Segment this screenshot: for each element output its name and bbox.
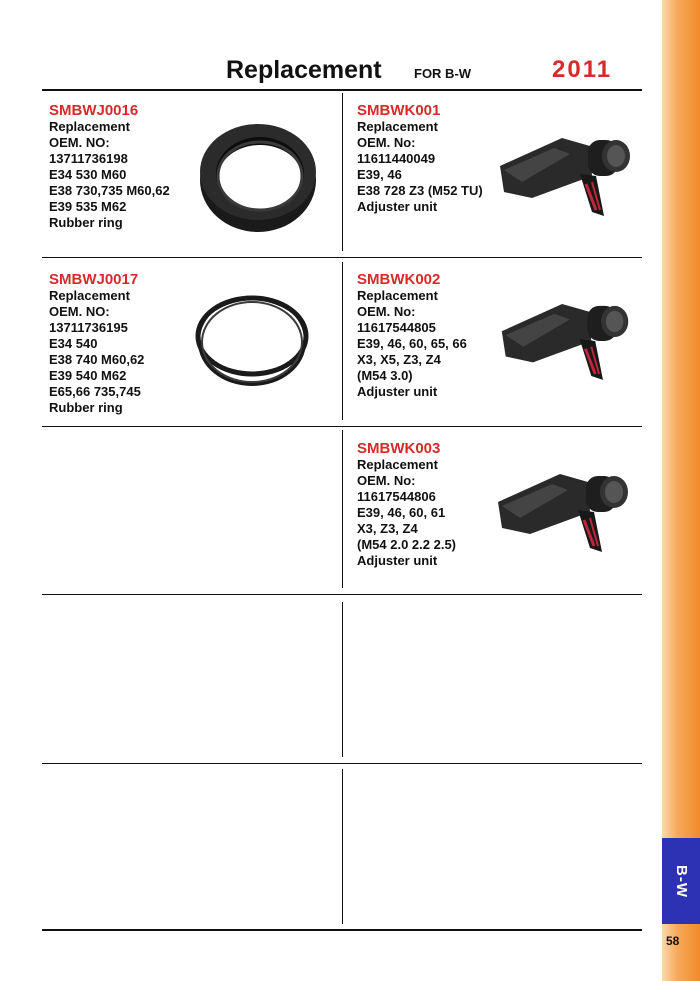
product-line: OEM. NO:	[49, 135, 110, 150]
page-number: 58	[666, 934, 680, 948]
product-code: SMBWK003	[357, 440, 441, 457]
product-line: Adjuster unit	[357, 384, 438, 399]
product-line: Replacement	[357, 457, 438, 472]
rubber-ring-thick-icon	[193, 116, 323, 236]
product-line: X3, Z3, Z4	[357, 521, 418, 536]
product-line: Replacement	[49, 119, 130, 134]
product-line: Rubber ring	[49, 215, 123, 230]
side-orange-strip	[662, 0, 700, 981]
product-line: E34 530 M60	[49, 167, 127, 182]
side-tab-bw	[662, 838, 700, 924]
adjuster-unit-icon	[492, 126, 640, 222]
product-line: E39, 46, 60, 65, 66	[357, 336, 467, 351]
product-line: E39 535 M62	[49, 199, 127, 214]
product-line: (M54 2.0 2.2 2.5)	[357, 537, 456, 552]
page-subtitle: FOR B-W	[414, 66, 472, 81]
column-divider	[342, 430, 343, 588]
product-line: 11617544806	[357, 489, 436, 504]
row-divider	[42, 426, 642, 427]
column-divider	[342, 93, 343, 251]
product-line: E39, 46, 60, 61	[357, 505, 446, 520]
product-line: Replacement	[49, 288, 130, 303]
product-line: E38 728 Z3 (M52 TU)	[357, 183, 483, 198]
product-line: OEM. No:	[357, 135, 416, 150]
column-divider	[342, 602, 343, 757]
product-line: (M54 3.0)	[357, 368, 413, 383]
product-line: Replacement	[357, 288, 438, 303]
product-line: Rubber ring	[49, 400, 123, 415]
product-line: X3, X5, Z3, Z4	[357, 352, 441, 367]
column-divider	[342, 262, 343, 420]
product-card-smbwj0017	[49, 271, 144, 416]
product-line: E34 540	[49, 336, 98, 351]
side-tab-label: B-W	[672, 864, 690, 898]
product-card-smbwk003	[357, 440, 456, 569]
product-line: 11611440049	[357, 151, 436, 166]
page-title: Replacement	[226, 56, 382, 84]
product-line: Adjuster unit	[357, 553, 438, 568]
product-code: SMBWK002	[357, 271, 441, 288]
page-header	[42, 52, 642, 88]
product-line: E39, 46	[357, 167, 402, 182]
product-line: Adjuster unit	[357, 199, 438, 214]
row-divider	[42, 257, 642, 258]
product-line: OEM. NO:	[49, 304, 110, 319]
footer-rule	[42, 929, 642, 931]
product-line: E38 730,735 M60,62	[49, 183, 170, 198]
product-line: E65,66 735,745	[49, 384, 141, 399]
product-line: 13711736198	[49, 151, 128, 166]
product-code: SMBWJ0017	[49, 271, 139, 288]
product-code: SMBWK001	[357, 102, 441, 119]
product-line: OEM. No:	[357, 473, 416, 488]
product-code: SMBWJ0016	[49, 102, 139, 119]
row-divider	[42, 763, 642, 764]
rubber-ring-thin-icon	[193, 290, 311, 390]
product-line: Replacement	[357, 119, 438, 134]
product-line: 13711736195	[49, 320, 128, 335]
header-rule	[42, 89, 642, 91]
product-line: OEM. No:	[357, 304, 416, 319]
product-line: E38 740 M60,62	[49, 352, 145, 367]
page-year: 2011	[552, 56, 613, 83]
adjuster-unit-icon	[494, 292, 638, 386]
row-divider	[42, 594, 642, 595]
column-divider	[342, 769, 343, 924]
product-line: E39 540 M62	[49, 368, 127, 383]
product-card-smbwj0016	[49, 102, 170, 231]
product-line: 11617544805	[357, 320, 436, 335]
product-card-smbwk002	[357, 271, 467, 400]
adjuster-unit-icon	[490, 462, 638, 558]
product-card-smbwk001	[357, 102, 483, 215]
